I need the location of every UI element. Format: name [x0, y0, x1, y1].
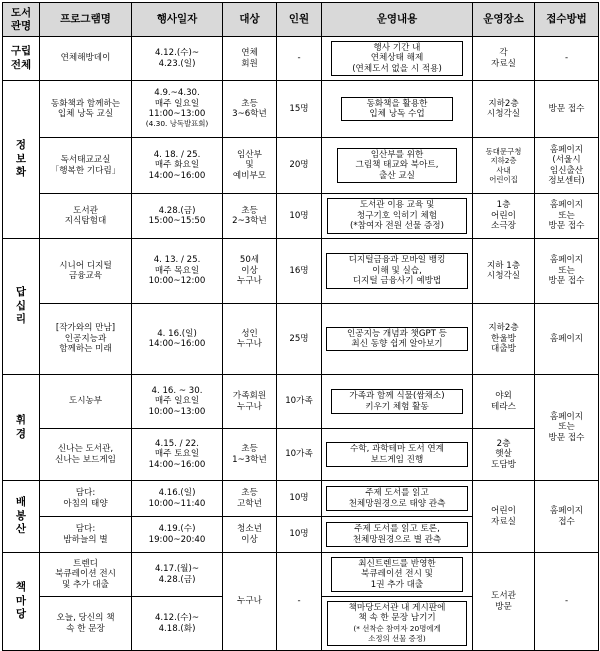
program-name: 연체해방데이 — [40, 37, 132, 81]
target: 가족회원 누구나 — [223, 375, 277, 429]
library-chaekmadang: 책 마 당 — [3, 553, 40, 651]
content — [322, 194, 473, 239]
event-date: 4. 16.(일) 14:00~16:00 — [132, 304, 223, 375]
table-row — [3, 138, 599, 194]
program-name: 동화책과 함께하는 입체 낭독 교실 — [40, 81, 132, 138]
place: 지하2층 시청각실 — [473, 81, 535, 138]
program-name: 도시농부 — [40, 375, 132, 429]
library-jeongbohwa: 정 보 화 — [3, 81, 40, 239]
table-row — [3, 37, 599, 81]
target: 임산부 및 예비부모 — [223, 138, 277, 194]
content-box: 도서관 이용 교육 및 청구기호 익히기 체험 (*참여자 전원 선물 증정) — [327, 198, 467, 233]
event-date: 4.15. / 22. 매주 토요일 14:00~16:00 — [132, 429, 223, 481]
table-row — [3, 304, 599, 375]
table-row — [3, 375, 599, 429]
content — [322, 37, 473, 81]
apply-method: 방문 접수 — [535, 81, 599, 138]
event-date: 4.12.(수)~ 4.18.(화) — [132, 597, 223, 651]
headcount: 16명 — [277, 239, 322, 304]
content-text: 책마당도서관 내 게시판에 책 속 한 문장 남기기 — [348, 602, 446, 624]
apply-method: 홈페이지 또는 방문 접수 — [535, 194, 599, 239]
content-box: 동화책을 활용한 입체 낭독 수업 — [341, 97, 453, 122]
place: 지하 1층 시청각실 — [473, 239, 535, 304]
library-baebongsan: 배 봉 산 — [3, 481, 40, 553]
content-note: (* 선착순 참여자 20명에게 소정의 선물 증정) — [353, 623, 441, 643]
program-name: [작가와의 만남] 인공지능과 함께하는 미래 — [40, 304, 132, 375]
apply-method: 홈페이지 또는 방문 접수 — [535, 239, 599, 304]
content — [322, 597, 473, 651]
target: 초등 1~3학년 — [223, 429, 277, 481]
table-row — [3, 194, 599, 239]
table-row — [3, 481, 599, 517]
content — [322, 81, 473, 138]
place: 동대문구청 지하2층 사내 어린이집 — [473, 138, 535, 194]
header-library: 도서 관명 — [3, 3, 40, 37]
header-content: 운영내용 — [322, 3, 473, 37]
library-guripjeonche: 구립 전체 — [3, 37, 40, 81]
library-dapsimni: 답 십 리 — [3, 239, 40, 375]
content-box: 주제 도서를 읽고 토론, 천체망원경으로 별 관측 — [326, 522, 468, 547]
place: 1층 어린이 소극장 — [473, 194, 535, 239]
content-box: 디지털금융과 모바일 뱅킹 이해 및 실습, 디지털 금융사기 예방법 — [326, 253, 468, 288]
event-date-note: (4.30. 낭독발표회) — [145, 119, 209, 129]
event-date — [132, 81, 223, 138]
table-row — [3, 239, 599, 304]
content-box: 행사 기간 내 연체상태 해제 (연체도서 없을 시 적용) — [331, 41, 463, 76]
event-date: 4.12.(수)~ 4.23.(일) — [132, 37, 223, 81]
table-row — [3, 429, 599, 481]
apply-method: 홈페이지 또는 방문 접수 — [535, 375, 599, 481]
headcount: 10가족 — [277, 429, 322, 481]
table-row — [3, 553, 599, 597]
program-table — [2, 2, 599, 651]
target: 누구나 — [223, 553, 277, 651]
content — [322, 553, 473, 597]
content-box — [327, 601, 467, 647]
program-name: 신나는 도서관, 신나는 보드게임 — [40, 429, 132, 481]
headcount: 10명 — [277, 481, 322, 517]
content — [322, 481, 473, 517]
content — [322, 375, 473, 429]
program-name: 담다: 밤하늘의 별 — [40, 517, 132, 553]
content — [322, 239, 473, 304]
place: 각 자료실 — [473, 37, 535, 81]
target: 초등 고학년 — [223, 481, 277, 517]
target: 초등 3~6학년 — [223, 81, 277, 138]
place: 2층 햇살 도담방 — [473, 429, 535, 481]
apply-method: 홈페이지 접수 — [535, 481, 599, 553]
event-date: 4.28.(금) 15:00~15:50 — [132, 194, 223, 239]
content-box: 임산부를 위한 그림책 태교와 북아트, 출산 교실 — [337, 148, 457, 183]
headcount: 10명 — [277, 517, 322, 553]
headcount: 10가족 — [277, 375, 322, 429]
program-name: 오늘, 당신의 책 속 한 문장 — [40, 597, 132, 651]
content-box: 가족과 함께 식물(쌈채소) 키우기 체험 활동 — [331, 389, 463, 414]
place: 도서관 방문 — [473, 553, 535, 651]
content — [322, 138, 473, 194]
content-box: 주제 도서를 읽고 천체망원경으로 태양 관측 — [326, 486, 468, 511]
header-date: 행사일자 — [132, 3, 223, 37]
header-apply: 접수방법 — [535, 3, 599, 37]
apply-method: - — [535, 553, 599, 651]
target: 연체 회원 — [223, 37, 277, 81]
event-date: 4. 13. / 25. 매주 목요일 10:00~12:00 — [132, 239, 223, 304]
event-date: 4.16.(일) 10:00~11:40 — [132, 481, 223, 517]
apply-method: 홈페이지 — [535, 304, 599, 375]
content-box: 인공지능 개념과 챗GPT 등 최신 동향 쉽게 알아보기 — [326, 327, 468, 352]
header-program: 프로그램명 — [40, 3, 132, 37]
event-date: 4. 18. / 25. 매주 화요일 14:00~16:00 — [132, 138, 223, 194]
header-row — [3, 3, 599, 37]
header-target: 대상 — [223, 3, 277, 37]
header-place: 운영장소 — [473, 3, 535, 37]
table-row — [3, 81, 599, 138]
content-box: 최신트렌드를 반영한 북큐레이션 전시 및 1권 추가 대출 — [331, 557, 463, 592]
content — [322, 429, 473, 481]
library-hwigyeong: 휘 경 — [3, 375, 40, 481]
place: 야외 테라스 — [473, 375, 535, 429]
program-name: 독서태교교실 「행복한 기다림」 — [40, 138, 132, 194]
headcount: 25명 — [277, 304, 322, 375]
content — [322, 517, 473, 553]
headcount: 20명 — [277, 138, 322, 194]
target: 청소년 이상 — [223, 517, 277, 553]
headcount: - — [277, 553, 322, 651]
program-name: 트렌디 북큐레이션 전시 및 추가 대출 — [40, 553, 132, 597]
header-count: 인원 — [277, 3, 322, 37]
event-date: 4.17.(월)~ 4.28.(금) — [132, 553, 223, 597]
headcount: 10명 — [277, 194, 322, 239]
event-date: 4.19.(수) 19:00~20:40 — [132, 517, 223, 553]
target: 성인 누구나 — [223, 304, 277, 375]
apply-method: - — [535, 37, 599, 81]
headcount: 15명 — [277, 81, 322, 138]
headcount: - — [277, 37, 322, 81]
place: 어린이 자료실 — [473, 481, 535, 553]
program-name: 도서관 지식탐험대 — [40, 194, 132, 239]
target: 50세 이상 누구나 — [223, 239, 277, 304]
place: 지하2층 한울방 대출방 — [473, 304, 535, 375]
apply-method: 홈페이지 (서울시 임신출산 정보센터) — [535, 138, 599, 194]
target: 초등 2~3학년 — [223, 194, 277, 239]
program-name: 담다: 아침의 태양 — [40, 481, 132, 517]
content — [322, 304, 473, 375]
content-box: 수학, 과학테마 도서 연계 보드게임 진행 — [326, 442, 468, 467]
event-date: 4. 16. ~ 30. 매주 일요일 10:00~13:00 — [132, 375, 223, 429]
event-date-text: 4.9.~4.30. 매주 일요일 11:00~13:00 — [148, 88, 206, 119]
program-name: 시니어 디지털 금융교육 — [40, 239, 132, 304]
